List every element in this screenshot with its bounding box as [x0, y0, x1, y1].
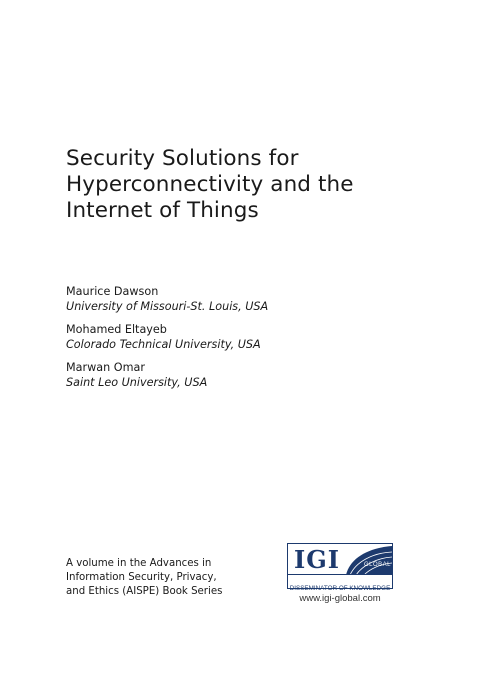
author-name: Marwan Omar: [66, 361, 145, 374]
logo-mark-text: IGI: [294, 545, 340, 574]
title-line-2: Hyperconnectivity and the: [66, 172, 354, 197]
title-line-3: Internet of Things: [66, 198, 259, 223]
author-affiliation: Colorado Technical University, USA: [66, 338, 261, 351]
igi-global-logo: [287, 543, 393, 592]
series-line: and Ethics (AISPE) Book Series: [66, 586, 223, 597]
series-statement: [66, 557, 266, 599]
author-entry: [66, 360, 446, 390]
author-entry: [66, 284, 446, 314]
author-name: Mohamed Eltayeb: [66, 323, 167, 336]
series-line: A volume in the Advances in: [66, 558, 212, 569]
logo-global-text: GLOBAL: [364, 562, 392, 568]
logo-top-panel: [288, 544, 392, 575]
author-affiliation: Saint Leo University, USA: [66, 376, 208, 389]
author-list: [66, 284, 446, 398]
book-title: [66, 146, 446, 224]
publisher-url: www.igi-global.com: [299, 593, 381, 604]
author-name: Maurice Dawson: [66, 285, 159, 298]
series-line: Information Security, Privacy,: [66, 572, 217, 583]
author-entry: [66, 322, 446, 352]
title-line-1: Security Solutions for: [66, 146, 299, 171]
logo-tagline: DISSEMINATOR OF KNOWLEDGE: [289, 585, 391, 592]
author-affiliation: University of Missouri-St. Louis, USA: [66, 300, 269, 313]
logo-tagline-bar: [288, 574, 392, 592]
publisher-logo-block: [287, 543, 397, 605]
